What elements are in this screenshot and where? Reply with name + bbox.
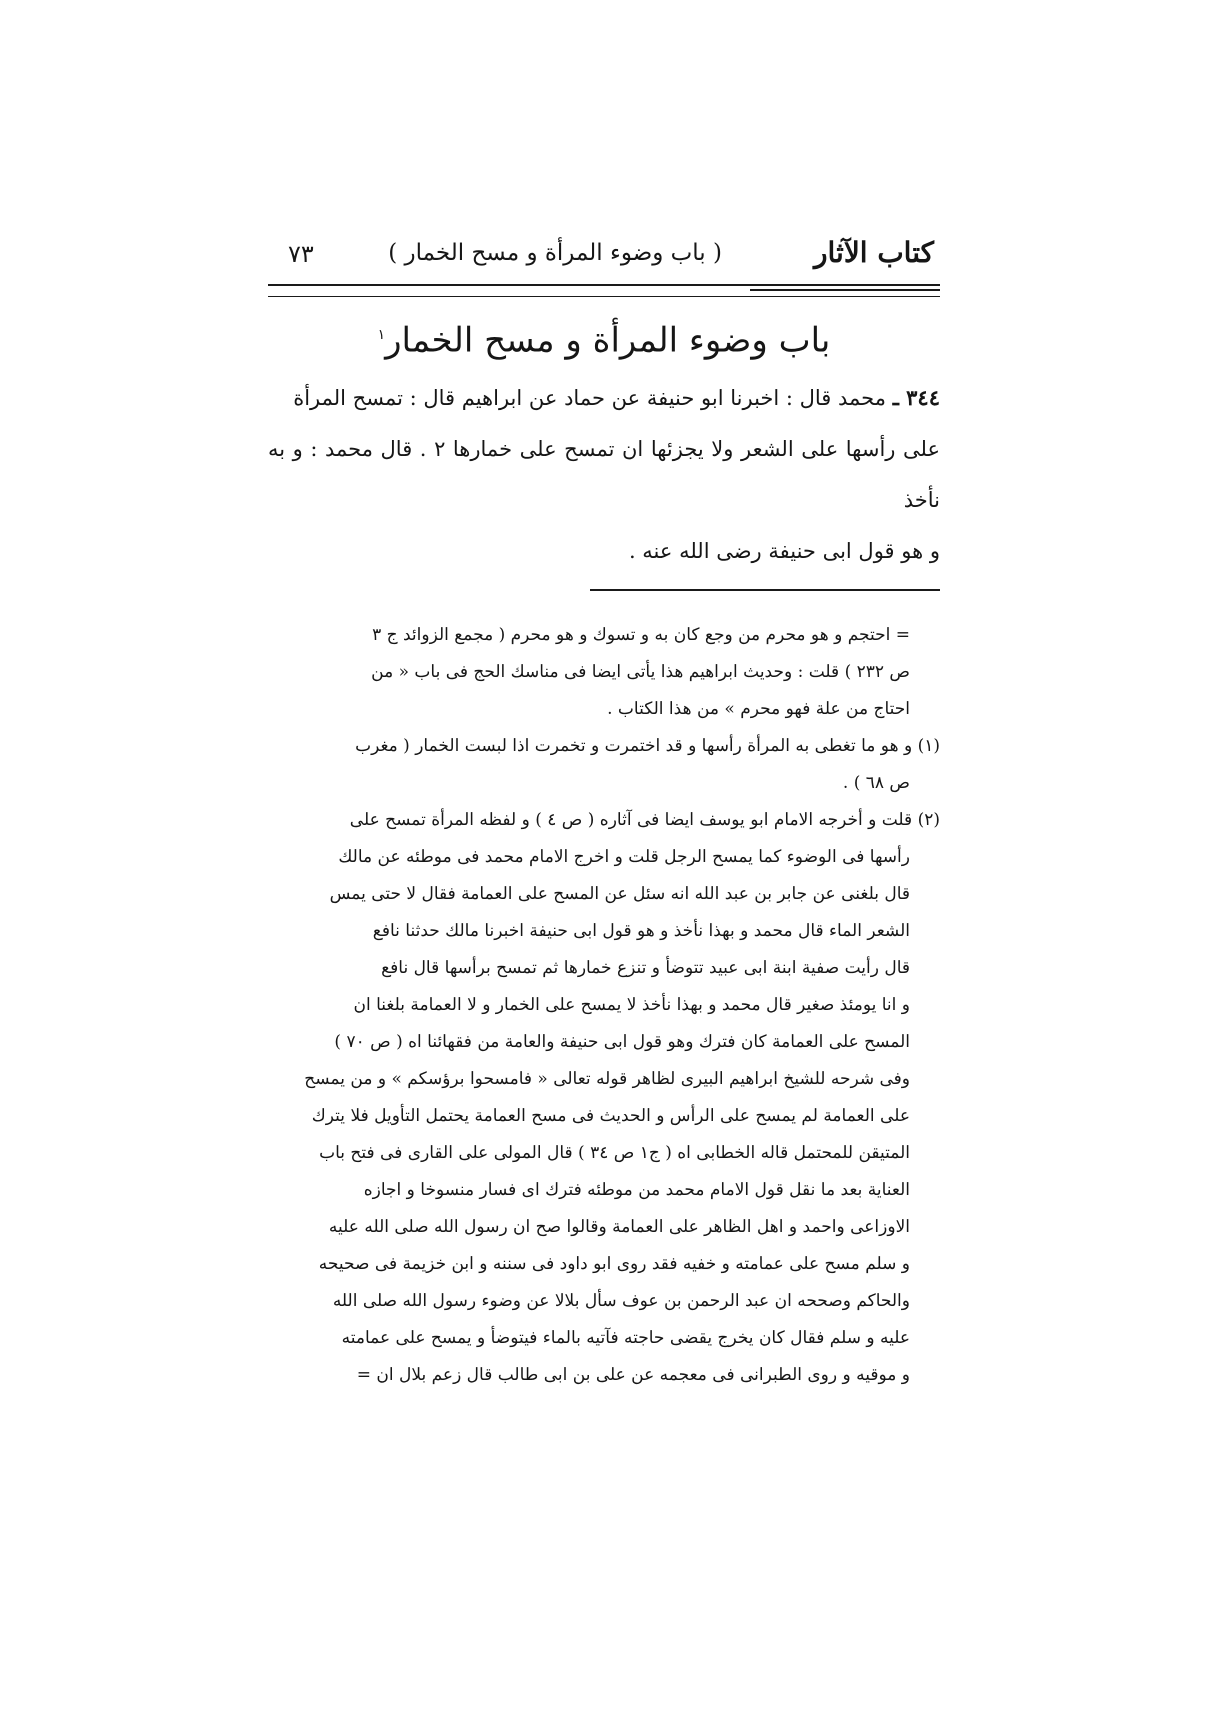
footnote-line: و انا يومئذ صغير قال محمد و بهذا نأخذ لا يمسح على الخمار و لا العمامة بلغنا ان: [353, 995, 910, 1016]
footnote-line: والحاكم وصححه ان عبد الرحمن بن عوف سأل بلالا عن وضوء رسول الله صلى الله: [332, 1291, 910, 1312]
footnote-line: العناية بعد ما نقل قول الامام محمد من موطئه فترك اى فسار منسوخا و اجازه: [363, 1180, 910, 1201]
book-page: [268, 232, 940, 1394]
footnote-line: وفى شرحه للشيخ ابراهيم البيرى لظاهر قوله تعالى « فامسحوا برؤسكم » و من يمسح: [304, 1069, 910, 1090]
footnotes: [268, 617, 940, 1394]
footnote-line: قال بلغنى عن جابر بن عبد الله انه سئل عن المسح على العمامة فقال لا حتى يمس: [329, 884, 910, 905]
main-text-line: على رأسها على الشعر ولا يجزئها ان تمسح على خمارها ٢ . قال محمد : و به نأخذ: [268, 437, 940, 513]
main-text-line: ٣٤٤ ـ محمد قال : اخبرنا ابو حنيفة عن حماد عن ابراهيم قال : تمسح المرأة: [293, 385, 940, 411]
footnote-line: الاوزاعى واحمد و اهل الظاهر على العمامة وقالوا صح ان رسول الله صلى الله عليه: [328, 1217, 910, 1238]
footnote-line: قال رأيت صفية ابنة ابى عبيد تتوضأ و تنزع خمارها ثم تمسح برأسها قال نافع: [381, 958, 910, 979]
running-header-chapter-title: ( باب وضوء المرأة و مسح الخمار ): [388, 240, 722, 266]
footnote-line: (١) و هو ما تغطى به المرأة رأسها و قد اختمرت و تخمرت اذا لبست الخمار ( مغرب: [355, 736, 940, 757]
chapter-footnote-ref: ١: [377, 327, 386, 343]
chapter-title-text: باب وضوء المرأة و مسح الخمار: [385, 320, 831, 361]
hadith-number: ٣٤٤ ـ: [892, 385, 940, 411]
footnote-continuation: [268, 617, 940, 728]
footnote-line: الشعر الماء قال محمد و بهذا نأخذ و هو قول ابى حنيفة اخبرنا مالك حدثنا نافع: [372, 921, 910, 942]
footnote-line: ص ٢٣٢ ) قلت : وحديث ابراهيم هذا يأتى ايضا فى مناسك الحج فى باب « من: [371, 662, 910, 683]
main-text-line: و هو قول ابى حنيفة رضى الله عنه .: [628, 539, 940, 564]
footnote-separator: [590, 589, 940, 591]
footnote-line: رأسها فى الوضوء كما يمسح الرجل قلت و اخرج الامام محمد فى موطئه عن مالك: [338, 847, 910, 868]
footnote-line: ص ٦٨ ) .: [842, 773, 910, 794]
running-header: [268, 232, 940, 284]
running-header-book-title: كتاب الآثار: [813, 236, 934, 269]
footnote-line: على العمامة لم يمسح على الرأس و الحديث فى مسح العمامة يحتمل التأويل فلا يترك: [311, 1106, 910, 1127]
footnote-line: المتيقن للمحتمل قاله الخطابى اه ( ج١ ص ٣٤ ) قال المولى على القارى فى فتح باب: [319, 1143, 910, 1164]
footnote-line: و سلم مسح على عمامته و خفيه فقد روى ابو داود فى سننه و ابن خزيمة فى صحيحه: [318, 1254, 910, 1275]
footnote-line: = احتجم و هو محرم من وجع كان به و تسوك و هو محرم ( مجمع الزوائد ج ٣: [372, 625, 910, 646]
footnote-1: [268, 728, 940, 802]
footnote-line: (٢) قلت و أخرجه الامام ابو يوسف ايضا فى آثاره ( ص ٤ ) و لفظه المرأة تمسح على: [349, 810, 940, 831]
footnote-line: و موقيه و روى الطبرانى فى معجمه عن على بن ابى طالب قال زعم بلال ان =: [356, 1365, 910, 1386]
footnote-line: المسح على العمامة كان فترك وهو قول ابى حنيفة والعامة من فقهائنا اه ( ص ٧٠ ): [334, 1032, 910, 1053]
main-text: [268, 372, 940, 577]
footnote-line: عليه و سلم فقال كان يخرج يقضى حاجته فآتيه بالماء فيتوضأ و يمسح على عمامته: [341, 1328, 910, 1349]
footnote-2: [268, 802, 940, 1394]
header-rule: [268, 284, 940, 297]
page-number: ٧٣: [288, 240, 314, 268]
footnote-line: احتاج من علة فهو محرم » من هذا الكتاب .: [607, 699, 910, 720]
chapter-title: [268, 313, 940, 362]
